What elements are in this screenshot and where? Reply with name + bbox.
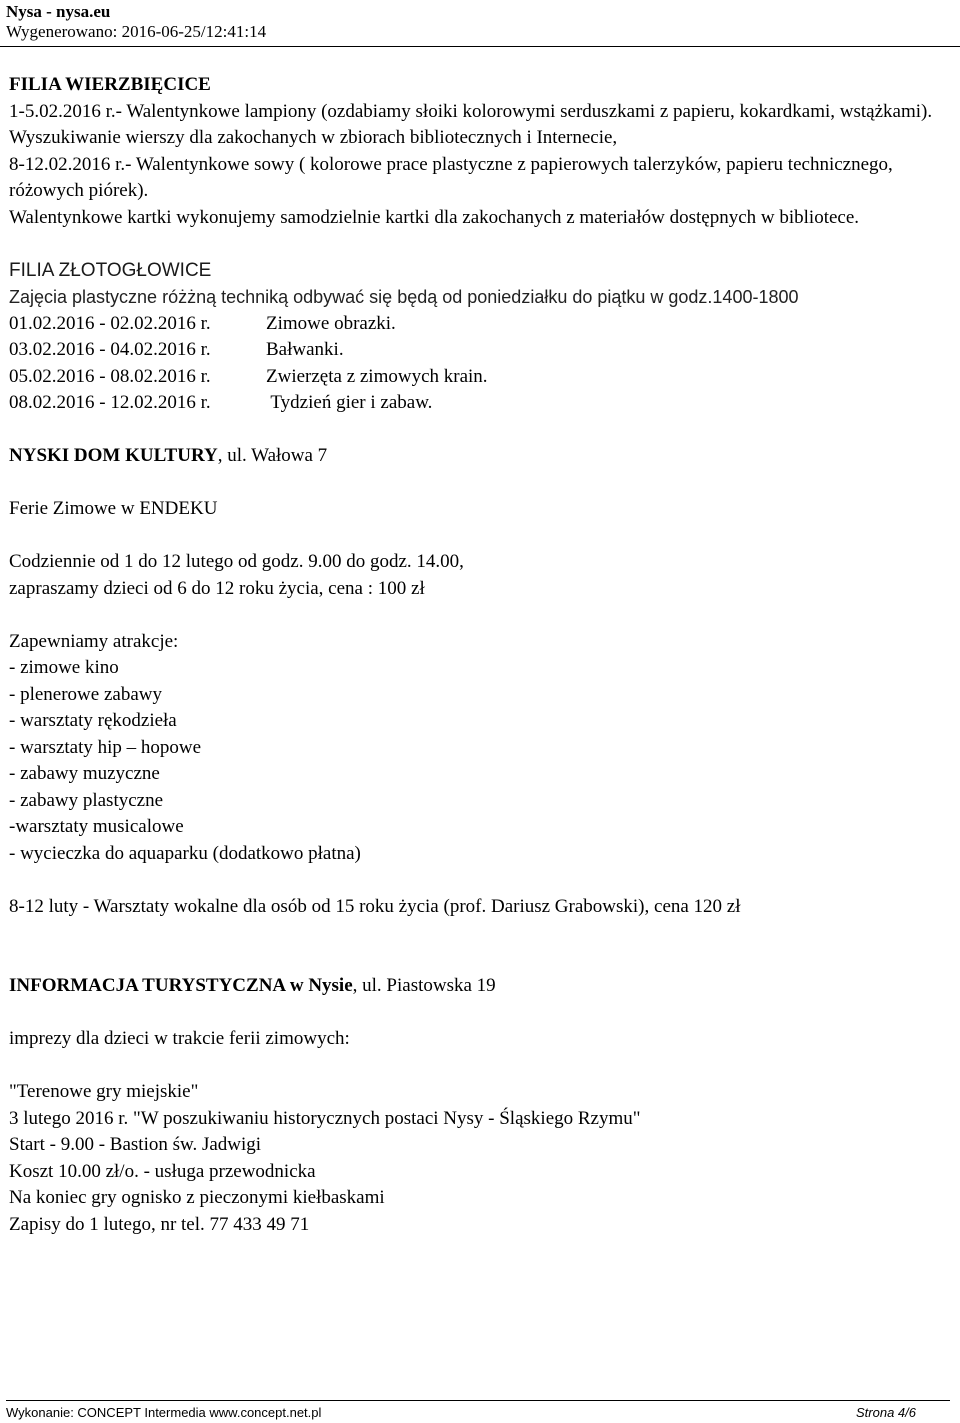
wierzbiecice-title: FILIA WIERZBIĘCICE bbox=[9, 74, 211, 95]
it-line: Na koniec gry ognisko z pieczonymi kiełbaskami bbox=[9, 1187, 385, 1208]
list-item: - warsztaty hip – hopowe bbox=[9, 736, 202, 758]
schedule-dates: 08.02.2016 - 12.02.2016 r. bbox=[9, 392, 211, 413]
it-line: Zapisy do 1 lutego, nr tel. 77 433 49 71 bbox=[9, 1213, 310, 1235]
list-item: -warsztaty musicalowe bbox=[9, 816, 184, 837]
zlotoglowice-title: FILIA ZŁOTOGŁOWICE bbox=[9, 259, 212, 281]
it-title-bold: INFORMACJA TURYSTYCZNA w Nysie bbox=[9, 975, 353, 996]
it-intro: imprezy dla dzieci w trakcie ferii zimowych: bbox=[9, 1028, 350, 1049]
schedule-row bbox=[9, 390, 949, 417]
schedule-activity: Zwierzęta z zimowych krain. bbox=[266, 365, 488, 387]
ndk-attractions-label: Zapewniamy atrakcje: bbox=[9, 630, 179, 652]
it-title bbox=[9, 973, 949, 1000]
ndk-title-bold: NYSKI DOM KULTURY bbox=[9, 445, 218, 466]
it-line: 3 lutego 2016 r. "W poszukiwaniu historycznych postaci Nysy - Śląskiego Rzymu" bbox=[9, 1107, 641, 1129]
ndk-title-address: , ul. Wałowa 7 bbox=[217, 445, 328, 466]
list-item: - warsztaty rękodzieła bbox=[9, 710, 177, 731]
schedule-dates: 03.02.2016 - 04.02.2016 r. bbox=[9, 339, 211, 360]
ndk-invite: zapraszamy dzieci od 6 do 12 roku życia, cena : 100 zł bbox=[9, 577, 425, 599]
ndk-attractions-list bbox=[9, 655, 949, 867]
document-body bbox=[9, 72, 949, 1238]
wierzbiecice-paragraph: 8-12.02.2016 r.- Walentynkowe sowy ( kolorowe prace plastyczne z papierowych talerzyków, papieru technicznego, różowych piórek). bbox=[9, 153, 893, 201]
page-number: Strona 4/6 bbox=[856, 1405, 916, 1420]
schedule-dates: 05.02.2016 - 08.02.2016 r. bbox=[9, 365, 211, 387]
list-item: - wycieczka do aquaparku (dodatkowo płatna) bbox=[9, 842, 361, 864]
header-divider bbox=[0, 46, 960, 47]
zlotoglowice-intro: Zajęcia plastyczne różżną techniką odbywać się będą od poniedziałku do piątku w godz.1400-1800 bbox=[9, 287, 799, 307]
ndk-hours: Codziennie od 1 do 12 lutego od godz. 9.00 do godz. 14.00, bbox=[9, 551, 464, 572]
site-title: Nysa - nysa.eu bbox=[6, 2, 111, 21]
it-title-address: , ul. Piastowska 19 bbox=[352, 975, 496, 996]
list-item: - zabawy plastyczne bbox=[9, 789, 164, 811]
schedule-activity: Tydzień gier i zabaw. bbox=[266, 392, 433, 413]
wierzbiecice-paragraph: Wyszukiwanie wierszy dla zakochanych w zbiorach bibliotecznych i Internecie, bbox=[9, 127, 618, 148]
wierzbiecice-paragraph: Walentynkowe kartki wykonujemy samodzielnie kartki dla zakochanych z materiałów dostępnych w bibliotece. bbox=[9, 206, 860, 228]
ndk-title bbox=[9, 443, 949, 470]
it-line: Koszt 10.00 zł/o. - usługa przewodnicka bbox=[9, 1160, 316, 1182]
zlotoglowice-schedule bbox=[9, 311, 949, 417]
list-item: - plenerowe zabawy bbox=[9, 683, 162, 705]
it-line: "Terenowe gry miejskie" bbox=[9, 1081, 199, 1102]
schedule-row bbox=[9, 364, 949, 391]
schedule-activity: Zimowe obrazki. bbox=[266, 312, 396, 334]
footer-divider bbox=[6, 1400, 950, 1401]
list-item: - zabawy muzyczne bbox=[9, 763, 160, 784]
generated-timestamp: Wygenerowano: 2016-06-25/12:41:14 bbox=[6, 22, 267, 41]
footer-credit: Wykonanie: CONCEPT Intermedia www.concept.net.pl bbox=[6, 1405, 322, 1420]
it-line: Start - 9.00 - Bastion św. Jadwigi bbox=[9, 1134, 262, 1155]
schedule-row bbox=[9, 311, 949, 338]
schedule-activity: Bałwanki. bbox=[266, 339, 344, 360]
page-header bbox=[6, 2, 266, 42]
schedule-dates: 01.02.2016 - 02.02.2016 r. bbox=[9, 312, 211, 334]
ndk-vocal-workshop: 8-12 luty - Warsztaty wokalne dla osób od 15 roku życia (prof. Dariusz Grabowski), cena 120 zł bbox=[9, 895, 741, 917]
list-item: - zimowe kino bbox=[9, 657, 119, 678]
schedule-row bbox=[9, 337, 949, 364]
ndk-subtitle: Ferie Zimowe w ENDEKU bbox=[9, 498, 218, 519]
wierzbiecice-paragraph: 1-5.02.2016 r.- Walentynkowe lampiony (ozdabiamy słoiki kolorowymi serduszkami z papieru, kokardkami, wstążkami). bbox=[9, 100, 933, 122]
